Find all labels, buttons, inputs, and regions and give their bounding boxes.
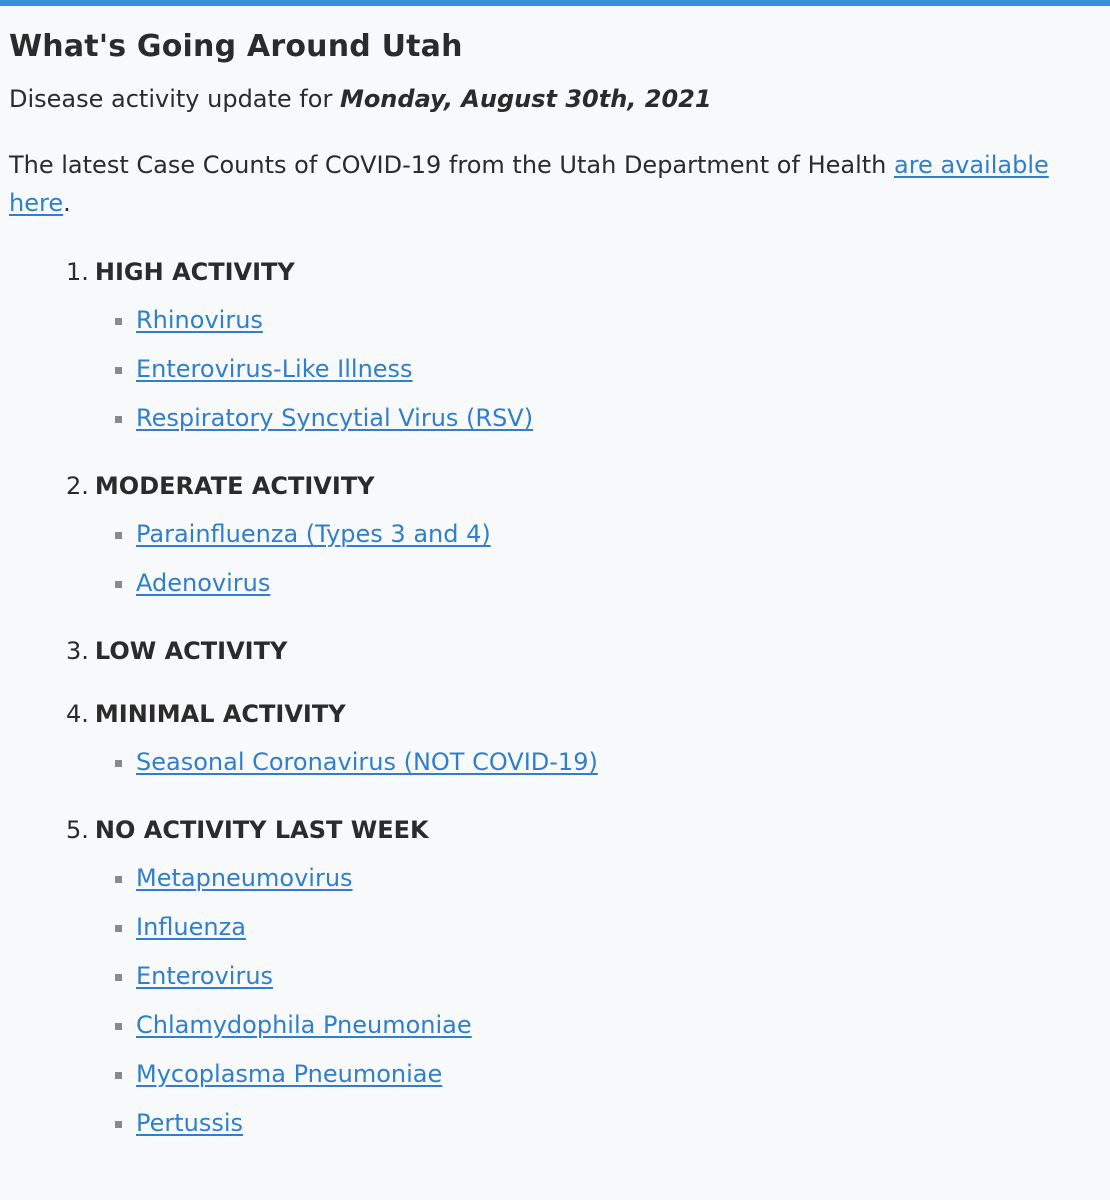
disease-list bbox=[9, 854, 1104, 1148]
activity-level-label: HIGH ACTIVITY bbox=[94, 258, 295, 286]
disease-link[interactable]: Respiratory Syncytial Virus (RSV) bbox=[136, 404, 534, 432]
disease-link[interactable]: Chlamydophila Pneumoniae bbox=[136, 1011, 472, 1039]
intro-text: The latest Case Counts of COVID-19 from the Utah Department of Health bbox=[9, 151, 894, 179]
square-bullet-icon bbox=[115, 1072, 122, 1079]
disease-list-item bbox=[9, 296, 1104, 345]
activity-level bbox=[9, 252, 1104, 443]
disease-list bbox=[9, 738, 1104, 787]
disease-list-item bbox=[9, 345, 1104, 394]
disease-list bbox=[9, 296, 1104, 443]
activity-level-number: 3. bbox=[66, 637, 89, 665]
disease-list-item bbox=[9, 1001, 1104, 1050]
disease-list-item bbox=[9, 738, 1104, 787]
activity-level bbox=[9, 810, 1104, 1148]
disease-link[interactable]: Rhinovirus bbox=[136, 306, 263, 334]
activity-level bbox=[9, 694, 1104, 787]
disease-link[interactable]: Enterovirus bbox=[136, 962, 274, 990]
disease-link[interactable]: Metapneumovirus bbox=[136, 864, 353, 892]
square-bullet-icon bbox=[115, 925, 122, 932]
square-bullet-icon bbox=[115, 367, 122, 374]
square-bullet-icon bbox=[115, 581, 122, 588]
activity-level bbox=[9, 466, 1104, 608]
update-prefix: Disease activity update for bbox=[9, 85, 340, 113]
disease-list-item bbox=[9, 510, 1104, 559]
disease-list-item bbox=[9, 1050, 1104, 1099]
square-bullet-icon bbox=[115, 974, 122, 981]
activity-level-label: NO ACTIVITY LAST WEEK bbox=[94, 816, 429, 844]
disease-list-item bbox=[9, 1099, 1104, 1148]
disease-list-item bbox=[9, 394, 1104, 443]
update-date: Monday, August 30th, 2021 bbox=[339, 85, 712, 113]
square-bullet-icon bbox=[115, 532, 122, 539]
square-bullet-icon bbox=[115, 760, 122, 767]
activity-level bbox=[9, 631, 1104, 671]
disease-link[interactable]: Seasonal Coronavirus (NOT COVID-19) bbox=[136, 748, 598, 776]
activity-level-heading bbox=[9, 466, 1104, 506]
activity-level-heading bbox=[9, 694, 1104, 734]
disease-link[interactable]: Influenza bbox=[136, 913, 246, 941]
activity-level-number: 2. bbox=[66, 472, 89, 500]
activity-level-label: LOW ACTIVITY bbox=[94, 637, 288, 665]
page-title: What's Going Around Utah bbox=[9, 29, 463, 64]
intro-paragraph bbox=[9, 146, 1109, 222]
disease-list-item bbox=[9, 559, 1104, 608]
square-bullet-icon bbox=[115, 318, 122, 325]
disease-list-item bbox=[9, 854, 1104, 903]
intro-suffix: . bbox=[63, 189, 71, 217]
page-content bbox=[9, 22, 1104, 1171]
disease-link[interactable]: Mycoplasma Pneumoniae bbox=[136, 1060, 443, 1088]
activity-level-heading bbox=[9, 252, 1104, 292]
disease-list bbox=[9, 510, 1104, 608]
update-line bbox=[9, 82, 1104, 116]
square-bullet-icon bbox=[115, 1121, 122, 1128]
disease-list-item bbox=[9, 903, 1104, 952]
activity-level-label: MINIMAL ACTIVITY bbox=[94, 700, 346, 728]
disease-list-item bbox=[9, 952, 1104, 1001]
disease-link[interactable]: Adenovirus bbox=[136, 569, 271, 597]
activity-level-number: 5. bbox=[66, 816, 89, 844]
activity-level-heading bbox=[9, 810, 1104, 850]
disease-link[interactable]: Enterovirus-Like Illness bbox=[136, 355, 413, 383]
disease-link[interactable]: Pertussis bbox=[136, 1109, 244, 1137]
top-accent-bar bbox=[0, 0, 1110, 6]
square-bullet-icon bbox=[115, 1023, 122, 1030]
square-bullet-icon bbox=[115, 876, 122, 883]
activity-level-number: 1. bbox=[66, 258, 89, 286]
activity-level-label: MODERATE ACTIVITY bbox=[94, 472, 375, 500]
disease-link[interactable]: Parainfluenza (Types 3 and 4) bbox=[136, 520, 491, 548]
square-bullet-icon bbox=[115, 416, 122, 423]
case-counts-link[interactable]: are available here bbox=[9, 151, 1049, 217]
activity-level-number: 4. bbox=[66, 700, 89, 728]
activity-levels-list bbox=[9, 252, 1104, 1148]
activity-level-heading bbox=[9, 631, 1104, 671]
